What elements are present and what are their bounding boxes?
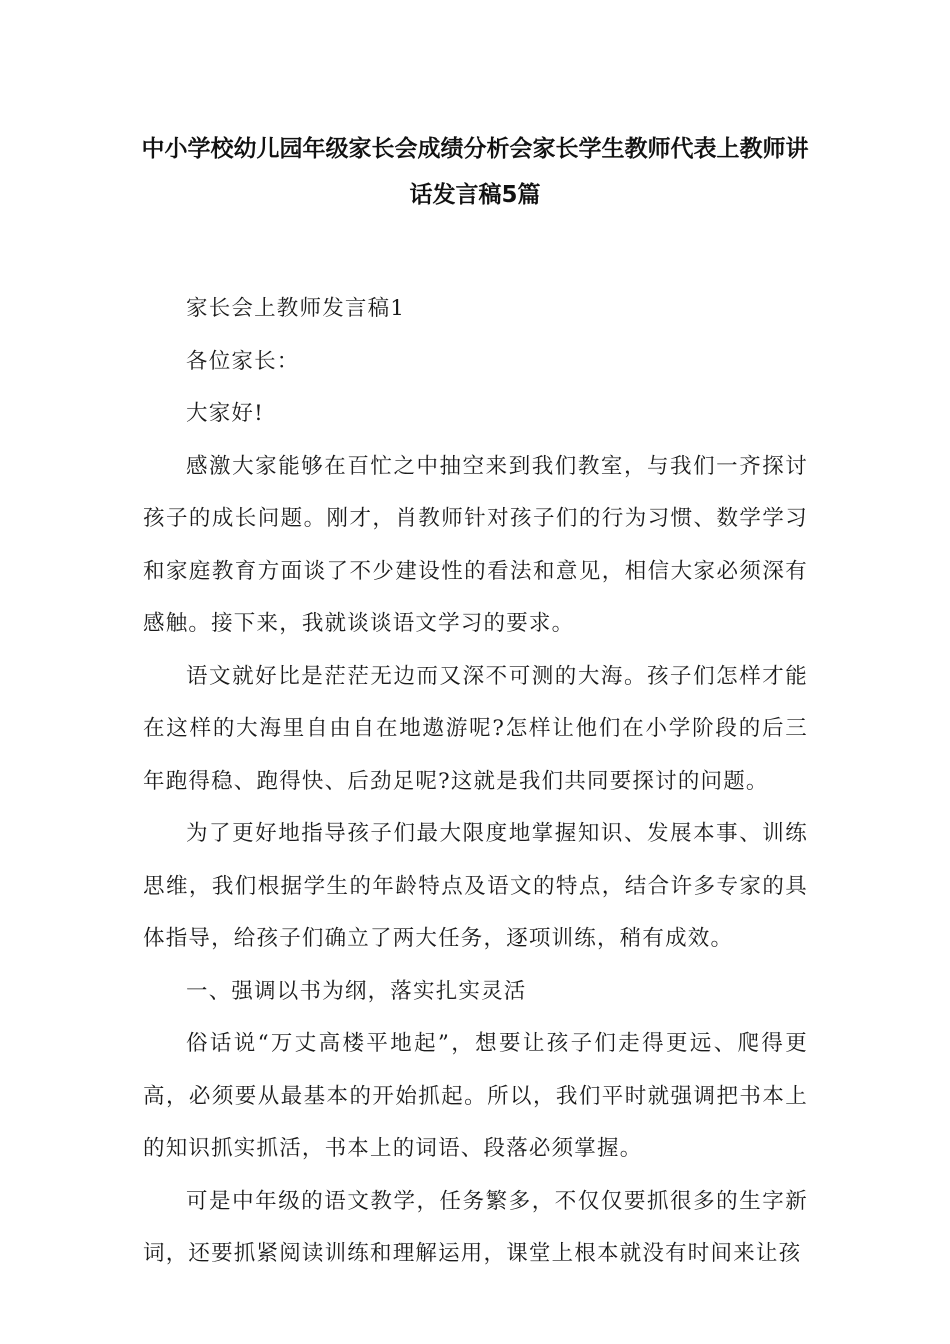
paragraph: 俗话说“万丈高楼平地起”，想要让孩子们走得更远、爬得更高，必须要从最基本的开始抓起。所以，我们平时就强调把书本上的知识抓实抓活，书本上的词语、段落必须掌握。 — [143, 1031, 808, 1161]
paragraph-speech-heading: 家长会上教师发言稿1 — [186, 296, 406, 321]
paragraph-salutation: 各位家长： — [186, 348, 300, 374]
section-heading: 一、强调以书为纲，落实扎实灵活 — [186, 978, 527, 1004]
paragraph-greeting: 大家好! — [186, 401, 264, 426]
document-body — [143, 283, 808, 1281]
paragraph: 感激大家能够在百忙之中抽空来到我们教室，与我们一齐探讨孩子的成长问题。刚才，肖教师针对孩子们的行为习惯、数学学习和家庭教育方面谈了不少建设性的看法和意见，相信大家必须深有感触。接下来，我就谈谈语文学习的要求。 — [143, 453, 808, 636]
paragraph: 语文就好比是茫茫无边而又深不可测的大海。孩子们怎样才能在这样的大海里自由自在地遨游呢?怎样让他们在小学阶段的后三年跑得稳、跑得快、后劲足呢?这就是我们共同要探讨的问题。 — [143, 663, 808, 794]
paragraph: 为了更好地指导孩子们最大限度地掌握知识、发展本事、训练思维，我们根据学生的年龄特点及语文的特点，结合许多专家的具体指导，给孩子们确立了两大任务，逐项训练，稍有成效。 — [143, 821, 808, 951]
document-title: 中小学校幼儿园年级家长会成绩分析会家长学生教师代表上教师讲话发言稿5篇 — [141, 136, 809, 208]
paragraph: 可是中年级的语文教学，任务繁多，不仅仅要抓很多的生字新词，还要抓紧阅读训练和理解运用，课堂上根本就没有时间来让孩 — [143, 1188, 808, 1266]
